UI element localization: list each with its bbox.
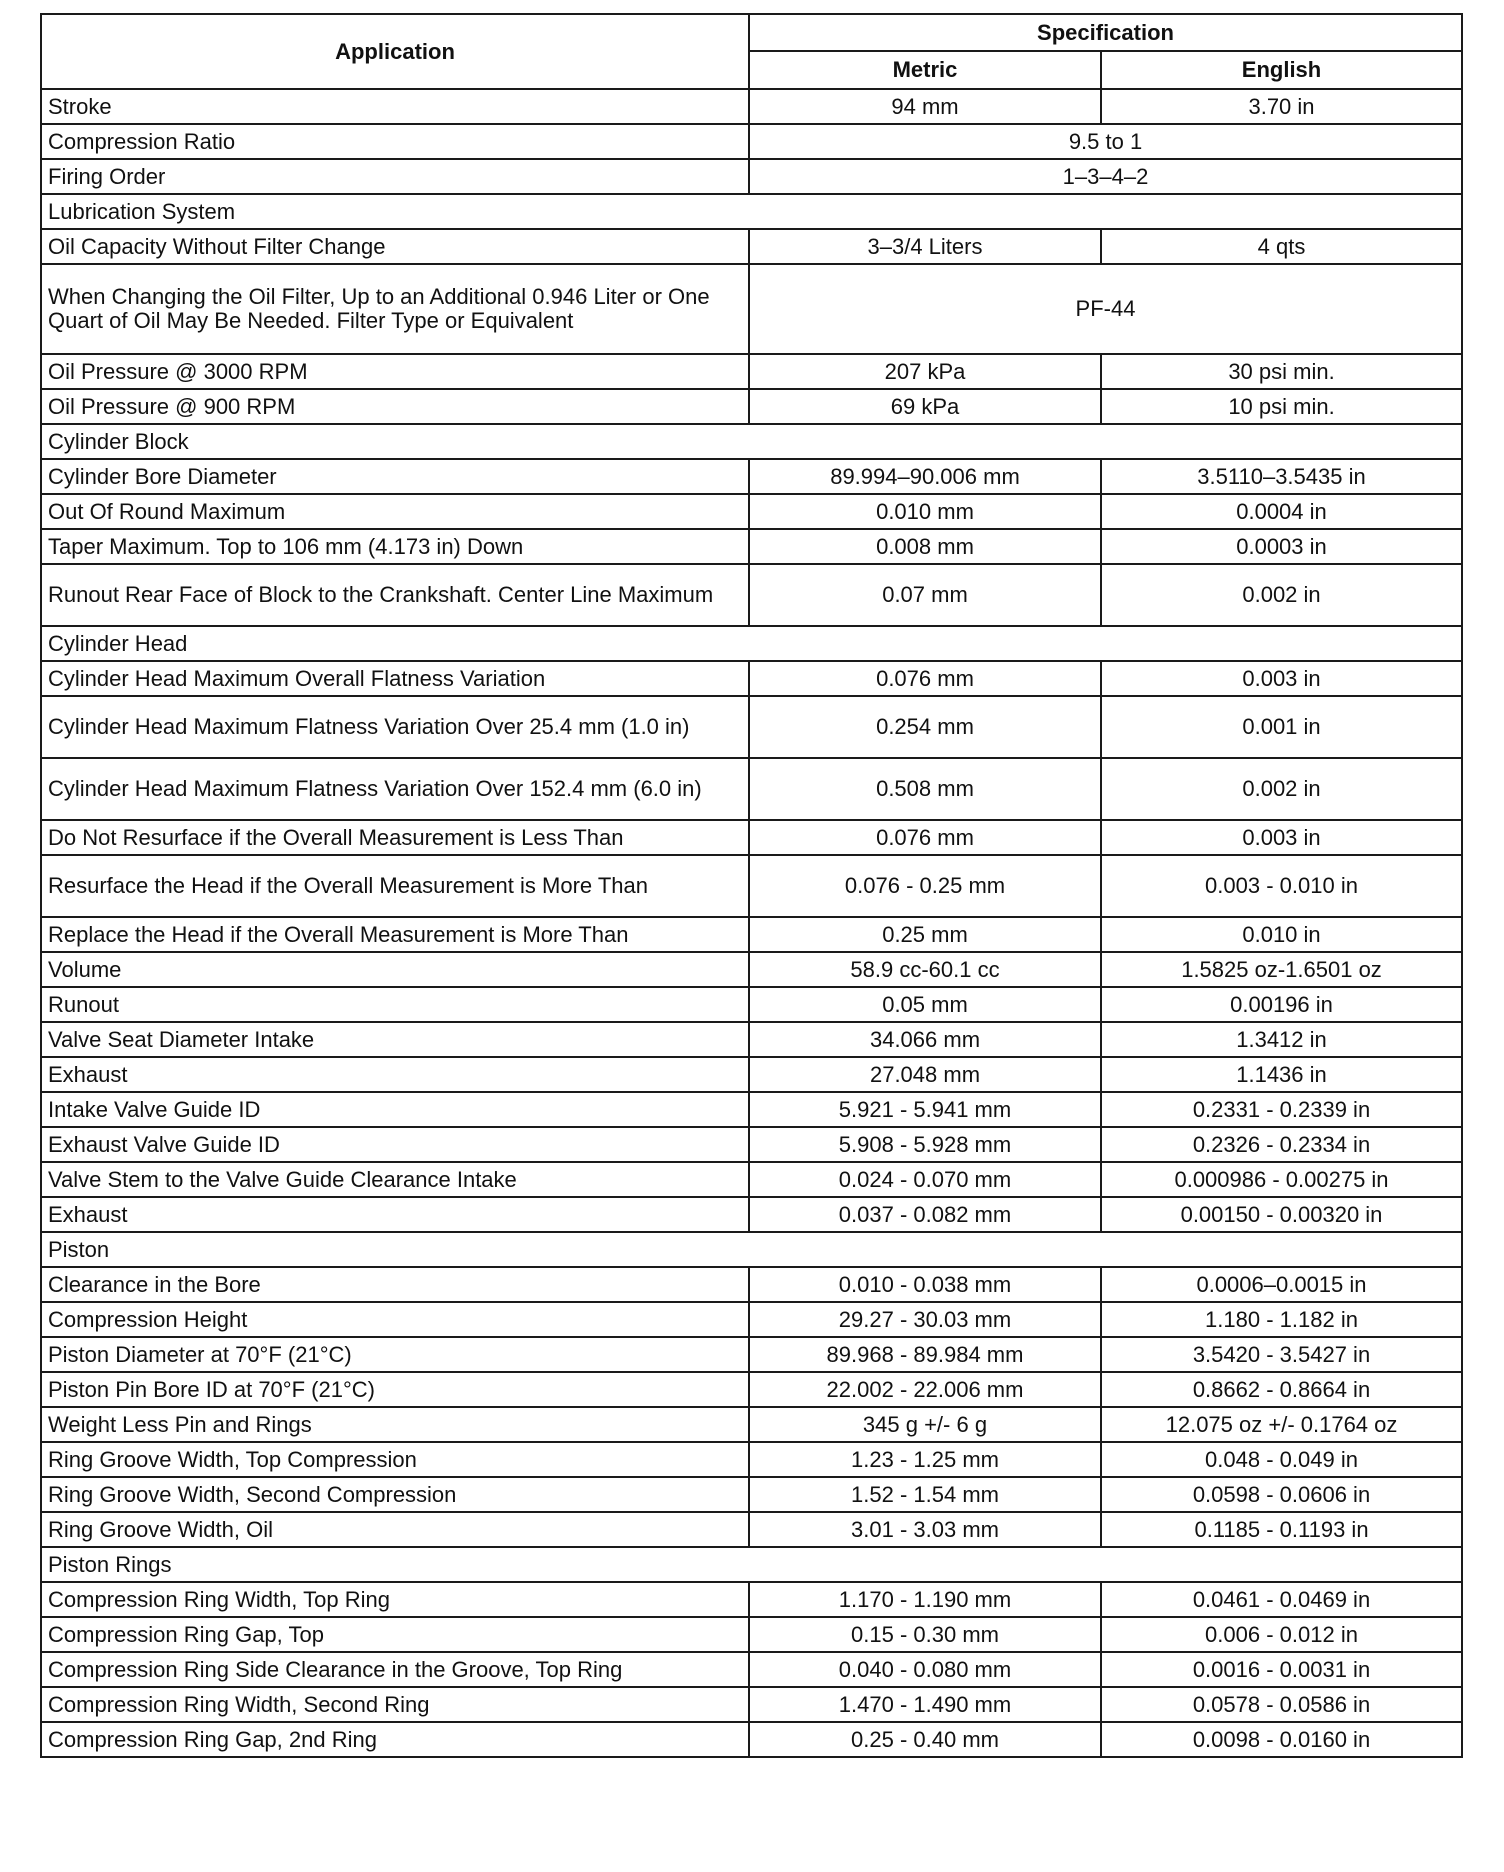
english-cell: 0.0598 - 0.0606 in [1101,1477,1462,1512]
application-cell: Compression Ring Side Clearance in the Groove, Top Ring [41,1652,749,1687]
english-cell: 0.002 in [1101,564,1462,626]
section-row [41,424,1462,459]
english-cell: 0.0461 - 0.0469 in [1101,1582,1462,1617]
metric-cell: 0.254 mm [749,696,1101,758]
english-cell: 4 qts [1101,229,1462,264]
table-row [41,1267,1462,1302]
table-row [41,1652,1462,1687]
metric-cell: 69 kPa [749,389,1101,424]
english-cell: 0.0578 - 0.0586 in [1101,1687,1462,1722]
table-row [41,229,1462,264]
english-cell: 0.000986 - 0.00275 in [1101,1162,1462,1197]
table-row [41,389,1462,424]
specification-cell: PF-44 [749,264,1462,354]
english-cell: 0.001 in [1101,696,1462,758]
table-row [41,696,1462,758]
metric-cell: 0.076 mm [749,661,1101,696]
metric-cell: 0.008 mm [749,529,1101,564]
application-cell: Compression Height [41,1302,749,1337]
table-row [41,1582,1462,1617]
application-cell: Replace the Head if the Overall Measurement is More Than [41,917,749,952]
metric-cell: 0.508 mm [749,758,1101,820]
header-application: Application [41,14,749,89]
english-cell: 0.002 in [1101,758,1462,820]
application-cell: Stroke [41,89,749,124]
header-english: English [1101,51,1462,89]
english-cell: 0.0098 - 0.0160 in [1101,1722,1462,1757]
english-cell: 0.1185 - 0.1193 in [1101,1512,1462,1547]
table-row [41,89,1462,124]
application-cell: Oil Pressure @ 900 RPM [41,389,749,424]
section-heading: Cylinder Block [41,424,1462,459]
metric-cell: 5.908 - 5.928 mm [749,1127,1101,1162]
application-cell: Ring Groove Width, Top Compression [41,1442,749,1477]
table-row [41,564,1462,626]
metric-cell: 27.048 mm [749,1057,1101,1092]
metric-cell: 0.024 - 0.070 mm [749,1162,1101,1197]
application-cell: Taper Maximum. Top to 106 mm (4.173 in) Down [41,529,749,564]
metric-cell: 3.01 - 3.03 mm [749,1512,1101,1547]
table-row [41,661,1462,696]
english-cell: 0.0003 in [1101,529,1462,564]
metric-cell: 3–3/4 Liters [749,229,1101,264]
english-cell: 1.180 - 1.182 in [1101,1302,1462,1337]
metric-cell: 0.15 - 0.30 mm [749,1617,1101,1652]
english-cell: 0.010 in [1101,917,1462,952]
application-cell: Cylinder Head Maximum Flatness Variation Over 25.4 mm (1.0 in) [41,696,749,758]
specification-cell: 1–3–4–2 [749,159,1462,194]
table-row [41,1127,1462,1162]
header-specification: Specification [749,14,1462,51]
english-cell: 3.70 in [1101,89,1462,124]
english-cell: 30 psi min. [1101,354,1462,389]
english-cell: 1.3412 in [1101,1022,1462,1057]
application-cell: Weight Less Pin and Rings [41,1407,749,1442]
english-cell: 0.2331 - 0.2339 in [1101,1092,1462,1127]
metric-cell: 0.010 - 0.038 mm [749,1267,1101,1302]
table-row [41,758,1462,820]
english-cell: 0.003 in [1101,661,1462,696]
application-cell: Ring Groove Width, Second Compression [41,1477,749,1512]
table-row [41,1407,1462,1442]
application-cell: Compression Ring Gap, 2nd Ring [41,1722,749,1757]
metric-cell: 94 mm [749,89,1101,124]
table-row [41,159,1462,194]
application-cell: Clearance in the Bore [41,1267,749,1302]
application-cell: Oil Pressure @ 3000 RPM [41,354,749,389]
table-row [41,124,1462,159]
application-cell: Compression Ring Width, Top Ring [41,1582,749,1617]
application-cell: Exhaust [41,1197,749,1232]
table-row [41,529,1462,564]
application-cell: Resurface the Head if the Overall Measurement is More Than [41,855,749,917]
metric-cell: 89.968 - 89.984 mm [749,1337,1101,1372]
table-row [41,1372,1462,1407]
table-row [41,1512,1462,1547]
section-heading: Piston Rings [41,1547,1462,1582]
application-cell: Oil Capacity Without Filter Change [41,229,749,264]
specification-cell: 9.5 to 1 [749,124,1462,159]
application-cell: When Changing the Oil Filter, Up to an Additional 0.946 Liter or One Quart of Oil May Be Needed. Filter Type or Equivalent [41,264,749,354]
section-row [41,1232,1462,1267]
metric-cell: 0.010 mm [749,494,1101,529]
metric-cell: 0.040 - 0.080 mm [749,1652,1101,1687]
metric-cell: 89.994–90.006 mm [749,459,1101,494]
english-cell: 0.0006–0.0015 in [1101,1267,1462,1302]
metric-cell: 5.921 - 5.941 mm [749,1092,1101,1127]
table-row [41,855,1462,917]
english-cell: 0.006 - 0.012 in [1101,1617,1462,1652]
english-cell: 0.0016 - 0.0031 in [1101,1652,1462,1687]
table-row [41,820,1462,855]
metric-cell: 1.23 - 1.25 mm [749,1442,1101,1477]
application-cell: Cylinder Bore Diameter [41,459,749,494]
application-cell: Out Of Round Maximum [41,494,749,529]
application-cell: Compression Ratio [41,124,749,159]
table-row [41,952,1462,987]
metric-cell: 345 g +/- 6 g [749,1407,1101,1442]
application-cell: Exhaust Valve Guide ID [41,1127,749,1162]
table-row [41,494,1462,529]
application-cell: Compression Ring Width, Second Ring [41,1687,749,1722]
metric-cell: 0.25 - 0.40 mm [749,1722,1101,1757]
specification-table [40,13,1463,1758]
spec-table-body [41,89,1462,1757]
english-cell: 0.0004 in [1101,494,1462,529]
english-cell: 0.003 in [1101,820,1462,855]
application-cell: Ring Groove Width, Oil [41,1512,749,1547]
application-cell: Runout Rear Face of Block to the Crankshaft. Center Line Maximum [41,564,749,626]
english-cell: 10 psi min. [1101,389,1462,424]
english-cell: 0.00150 - 0.00320 in [1101,1197,1462,1232]
table-row [41,1442,1462,1477]
metric-cell: 29.27 - 30.03 mm [749,1302,1101,1337]
table-row [41,987,1462,1022]
application-cell: Exhaust [41,1057,749,1092]
table-row [41,917,1462,952]
english-cell: 3.5110–3.5435 in [1101,459,1462,494]
application-cell: Piston Pin Bore ID at 70°F (21°C) [41,1372,749,1407]
table-row [41,459,1462,494]
section-heading: Lubrication System [41,194,1462,229]
application-cell: Firing Order [41,159,749,194]
table-row [41,354,1462,389]
table-row [41,1162,1462,1197]
application-cell: Do Not Resurface if the Overall Measurement is Less Than [41,820,749,855]
metric-cell: 207 kPa [749,354,1101,389]
table-row [41,1092,1462,1127]
english-cell: 0.048 - 0.049 in [1101,1442,1462,1477]
english-cell: 12.075 oz +/- 0.1764 oz [1101,1407,1462,1442]
metric-cell: 0.25 mm [749,917,1101,952]
section-heading: Piston [41,1232,1462,1267]
application-cell: Valve Seat Diameter Intake [41,1022,749,1057]
metric-cell: 58.9 cc-60.1 cc [749,952,1101,987]
metric-cell: 1.52 - 1.54 mm [749,1477,1101,1512]
section-row [41,626,1462,661]
metric-cell: 0.076 - 0.25 mm [749,855,1101,917]
english-cell: 1.5825 oz-1.6501 oz [1101,952,1462,987]
metric-cell: 1.470 - 1.490 mm [749,1687,1101,1722]
application-cell: Valve Stem to the Valve Guide Clearance Intake [41,1162,749,1197]
section-heading: Cylinder Head [41,626,1462,661]
table-row [41,1022,1462,1057]
table-row [41,1477,1462,1512]
table-row [41,1617,1462,1652]
application-cell: Volume [41,952,749,987]
english-cell: 0.00196 in [1101,987,1462,1022]
english-cell: 0.2326 - 0.2334 in [1101,1127,1462,1162]
table-row [41,1057,1462,1092]
metric-cell: 1.170 - 1.190 mm [749,1582,1101,1617]
metric-cell: 34.066 mm [749,1022,1101,1057]
metric-cell: 0.076 mm [749,820,1101,855]
table-row [41,1302,1462,1337]
application-cell: Runout [41,987,749,1022]
metric-cell: 0.05 mm [749,987,1101,1022]
table-row [41,264,1462,354]
metric-cell: 0.07 mm [749,564,1101,626]
english-cell: 0.8662 - 0.8664 in [1101,1372,1462,1407]
english-cell: 1.1436 in [1101,1057,1462,1092]
metric-cell: 0.037 - 0.082 mm [749,1197,1101,1232]
table-row [41,1337,1462,1372]
application-cell: Intake Valve Guide ID [41,1092,749,1127]
header-metric: Metric [749,51,1101,89]
english-cell: 3.5420 - 3.5427 in [1101,1337,1462,1372]
section-row [41,1547,1462,1582]
metric-cell: 22.002 - 22.006 mm [749,1372,1101,1407]
application-cell: Cylinder Head Maximum Flatness Variation Over 152.4 mm (6.0 in) [41,758,749,820]
application-cell: Cylinder Head Maximum Overall Flatness Variation [41,661,749,696]
section-row [41,194,1462,229]
table-row [41,1197,1462,1232]
application-cell: Compression Ring Gap, Top [41,1617,749,1652]
table-row [41,1722,1462,1757]
english-cell: 0.003 - 0.010 in [1101,855,1462,917]
application-cell: Piston Diameter at 70°F (21°C) [41,1337,749,1372]
table-row [41,1687,1462,1722]
